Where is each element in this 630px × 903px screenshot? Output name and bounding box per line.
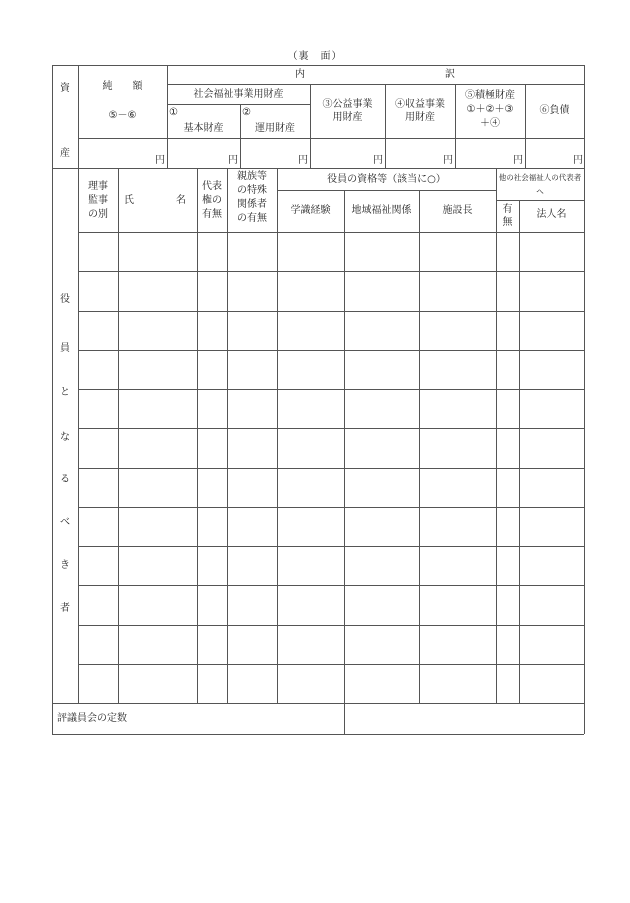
officer-cell-qual-community[interactable] [345,586,419,624]
officers-side-label-char: 員 [60,343,70,354]
positive-property-value[interactable]: 円 [513,155,523,166]
officer-cell-qual-facility[interactable] [420,665,496,703]
relative-header-line1: 親族等 [237,171,267,182]
officer-cell-qual-academic[interactable] [278,626,344,664]
role-header-line3: の別 [88,209,108,220]
officer-cell-qual-facility[interactable] [420,586,496,624]
divider [167,104,310,105]
officer-cell-relative[interactable] [228,665,277,703]
officer-cell-other-corp-name[interactable] [520,390,584,428]
officers-side-label-char: と [60,387,70,398]
officer-cell-qual-facility[interactable] [420,390,496,428]
officer-cell-qual-academic[interactable] [278,547,344,585]
officer-cell-other-corp-name[interactable] [520,469,584,507]
net-amount-label: 純 額 [102,81,143,92]
officer-cell-qual-facility[interactable] [420,626,496,664]
officer-cell-other-yes-no[interactable] [497,312,519,350]
officer-cell-other-yes-no[interactable] [497,547,519,585]
officer-cell-other-corp-name[interactable] [520,429,584,467]
officer-cell-other-corp-name[interactable] [520,547,584,585]
officer-cell-qual-community[interactable] [345,390,419,428]
officer-cell-role[interactable] [79,665,118,703]
officers-side-label-char: る [60,474,70,485]
divider [277,190,496,191]
public-interest-property-value[interactable]: 円 [373,155,383,166]
divider [344,703,345,734]
officer-cell-relative[interactable] [228,233,277,271]
table-right-border [584,65,585,734]
officer-cell-name[interactable] [119,508,197,546]
social-welfare-property-header: 社会福祉事業用財産 [193,89,284,100]
officer-cell-other-yes-no[interactable] [497,272,519,310]
officer-cell-qual-academic[interactable] [278,351,344,389]
officer-cell-qual-community[interactable] [345,312,419,350]
officer-cell-rep[interactable] [198,429,227,467]
breakdown-label-right: 訳 [445,69,455,80]
officer-cell-other-yes-no[interactable] [497,626,519,664]
col4-header-line1: ④収益事業 [395,99,445,110]
officer-cell-name[interactable] [119,429,197,467]
officer-cell-other-yes-no[interactable] [497,429,519,467]
officer-cell-qual-community[interactable] [345,272,419,310]
other-corp-name-header: 法人名 [536,209,567,220]
officers-side-label-char: 役 [60,294,70,305]
officer-cell-relative[interactable] [228,429,277,467]
officer-cell-rep[interactable] [198,312,227,350]
officer-cell-qual-academic[interactable] [278,233,344,271]
officer-cell-qual-community[interactable] [345,429,419,467]
officer-cell-rep[interactable] [198,665,227,703]
net-amount-formula: ⑤－⑥ [108,110,137,121]
officer-cell-rep[interactable] [198,390,227,428]
qual-facility-header: 施設長 [442,205,473,216]
officer-cell-name[interactable] [119,390,197,428]
council-quota-label: 評議員会の定数 [57,713,127,724]
assets-side-label-top: 資 [60,83,70,94]
col4-header-line2: 用財産 [405,112,435,123]
divider [167,65,168,168]
rep-header-line3: 有無 [202,209,222,220]
officer-cell-other-corp-name[interactable] [520,272,584,310]
liabilities-value[interactable]: 円 [573,155,583,166]
col3-header-line2: 用財産 [332,112,363,123]
officer-cell-other-corp-name[interactable] [520,508,584,546]
officer-cell-qual-community[interactable] [345,508,419,546]
table-left-border [52,65,53,734]
officer-cell-relative[interactable] [228,390,277,428]
officer-cell-name[interactable] [119,665,197,703]
col5-header-line1: ⑤積極財産 [465,90,515,101]
officer-cell-qual-community[interactable] [345,626,419,664]
officer-cell-other-corp-name[interactable] [520,233,584,271]
basic-property-value[interactable]: 円 [228,155,238,166]
officer-cell-qual-facility[interactable] [420,469,496,507]
name-header-left: 氏 [124,195,134,206]
officer-cell-qual-academic[interactable] [278,312,344,350]
other-corp-header-line1: 他の社会福祉人の代表者 [498,173,582,182]
officer-cell-relative[interactable] [228,469,277,507]
divider [52,168,584,169]
relative-header-line3: 関係者 [237,199,267,210]
col5-header-line2: ①＋②＋③ [466,104,514,115]
table-top-border [52,65,584,66]
officer-cell-other-corp-name[interactable] [520,665,584,703]
officer-cell-rep[interactable] [198,469,227,507]
officer-cell-other-yes-no[interactable] [497,390,519,428]
officer-cell-qual-academic[interactable] [278,469,344,507]
officer-cell-rep[interactable] [198,233,227,271]
officer-cell-relative[interactable] [228,586,277,624]
other-no-header: 無 [502,217,513,228]
officer-cell-name[interactable] [119,586,197,624]
officer-cell-name[interactable] [119,233,197,271]
officer-cell-role[interactable] [79,586,118,624]
relative-header-line4: の有無 [237,213,267,224]
officer-cell-qual-facility[interactable] [420,429,496,467]
officer-cell-rep[interactable] [198,508,227,546]
officer-cell-other-corp-name[interactable] [520,351,584,389]
col1-header: 基本財産 [183,123,224,134]
relative-header-line2: の特殊 [237,185,267,196]
officer-cell-qual-community[interactable] [345,469,419,507]
officer-cell-qual-academic[interactable] [278,272,344,310]
col2-header: 運用財産 [255,123,295,134]
officer-cell-qual-facility[interactable] [420,547,496,585]
page-title: （裏 面） [287,51,343,62]
officer-cell-relative[interactable] [228,626,277,664]
name-header-right: 名 [176,195,186,206]
officer-cell-other-yes-no[interactable] [497,665,519,703]
officer-cell-qual-academic[interactable] [278,665,344,703]
officer-cell-other-corp-name[interactable] [520,586,584,624]
officer-cell-rep[interactable] [198,626,227,664]
col5-header-line3: ＋④ [480,118,500,129]
officer-cell-relative[interactable] [228,272,277,310]
officer-cell-qual-facility[interactable] [420,233,496,271]
col3-header-line1: ③公益事業 [322,99,373,110]
officer-cell-rep[interactable] [198,547,227,585]
role-header-line1: 理事 [88,181,108,192]
officer-cell-relative[interactable] [228,508,277,546]
divider [496,200,584,201]
officer-cell-qual-academic[interactable] [278,508,344,546]
officer-cell-role[interactable] [79,351,118,389]
officer-cell-qual-facility[interactable] [420,351,496,389]
officer-cell-other-yes-no[interactable] [497,233,519,271]
officer-cell-name[interactable] [119,312,197,350]
officer-cell-name[interactable] [119,351,197,389]
other-corp-header-line2: へ [536,187,544,196]
officer-cell-role[interactable] [79,626,118,664]
officer-cell-qual-community[interactable] [345,233,419,271]
col6-header: ⑥負債 [539,105,570,116]
profit-business-property-value[interactable]: 円 [443,155,453,166]
officer-cell-name[interactable] [119,547,197,585]
officer-cell-rep[interactable] [198,586,227,624]
officers-side-label-char: べ [60,517,70,528]
officer-cell-qual-facility[interactable] [420,272,496,310]
officer-cell-qual-community[interactable] [345,351,419,389]
officers-side-label-char: き [60,560,70,571]
officer-cell-qual-facility[interactable] [420,312,496,350]
officer-cell-other-corp-name[interactable] [520,312,584,350]
officer-cell-qual-facility[interactable] [420,508,496,546]
officer-cell-name[interactable] [119,626,197,664]
officer-cell-qual-community[interactable] [345,547,419,585]
net-amount-value[interactable]: 円 [155,155,165,166]
officer-cell-qual-academic[interactable] [278,390,344,428]
officer-cell-qual-community[interactable] [345,665,419,703]
officer-cell-name[interactable] [119,469,197,507]
other-yes-header: 有 [502,204,513,215]
officer-cell-role[interactable] [79,508,118,546]
officer-cell-relative[interactable] [228,351,277,389]
qual-community-header: 地域福祉関係 [351,205,412,216]
col2-number: ② [242,107,251,118]
rep-header-line1: 代表 [202,181,222,192]
officers-side-label-char: な [60,432,70,443]
officer-cell-other-yes-no[interactable] [497,508,519,546]
officer-cell-rep[interactable] [198,351,227,389]
col1-number: ① [169,107,178,118]
officer-cell-role[interactable] [79,233,118,271]
officer-cell-qual-academic[interactable] [278,586,344,624]
rep-header-line2: 権の [202,195,222,206]
assets-side-label-bottom: 産 [60,148,70,159]
officer-cell-role[interactable] [79,390,118,428]
officer-cell-rep[interactable] [198,272,227,310]
officer-cell-name[interactable] [119,272,197,310]
operating-property-value[interactable]: 円 [298,155,308,166]
qualifications-header: 役員の資格等（該当に○） [327,174,446,185]
officer-cell-other-yes-no[interactable] [497,586,519,624]
role-header-line2: 監事 [88,195,108,206]
officer-cell-other-corp-name[interactable] [520,626,584,664]
table-bottom-border [52,734,584,735]
divider [78,138,584,139]
divider [167,84,584,85]
officer-cell-role[interactable] [79,429,118,467]
officer-cell-role[interactable] [79,547,118,585]
breakdown-label-left: 内 [295,69,305,80]
officer-cell-relative[interactable] [228,547,277,585]
officer-cell-other-yes-no[interactable] [497,469,519,507]
officer-cell-relative[interactable] [228,312,277,350]
officer-cell-qual-academic[interactable] [278,429,344,467]
officer-cell-other-yes-no[interactable] [497,351,519,389]
officer-cell-role[interactable] [79,272,118,310]
officers-side-label-char: 者 [60,603,70,614]
divider [52,703,584,704]
qual-academic-header: 学識経験 [290,205,331,216]
officer-cell-role[interactable] [79,469,118,507]
officer-cell-role[interactable] [79,312,118,350]
